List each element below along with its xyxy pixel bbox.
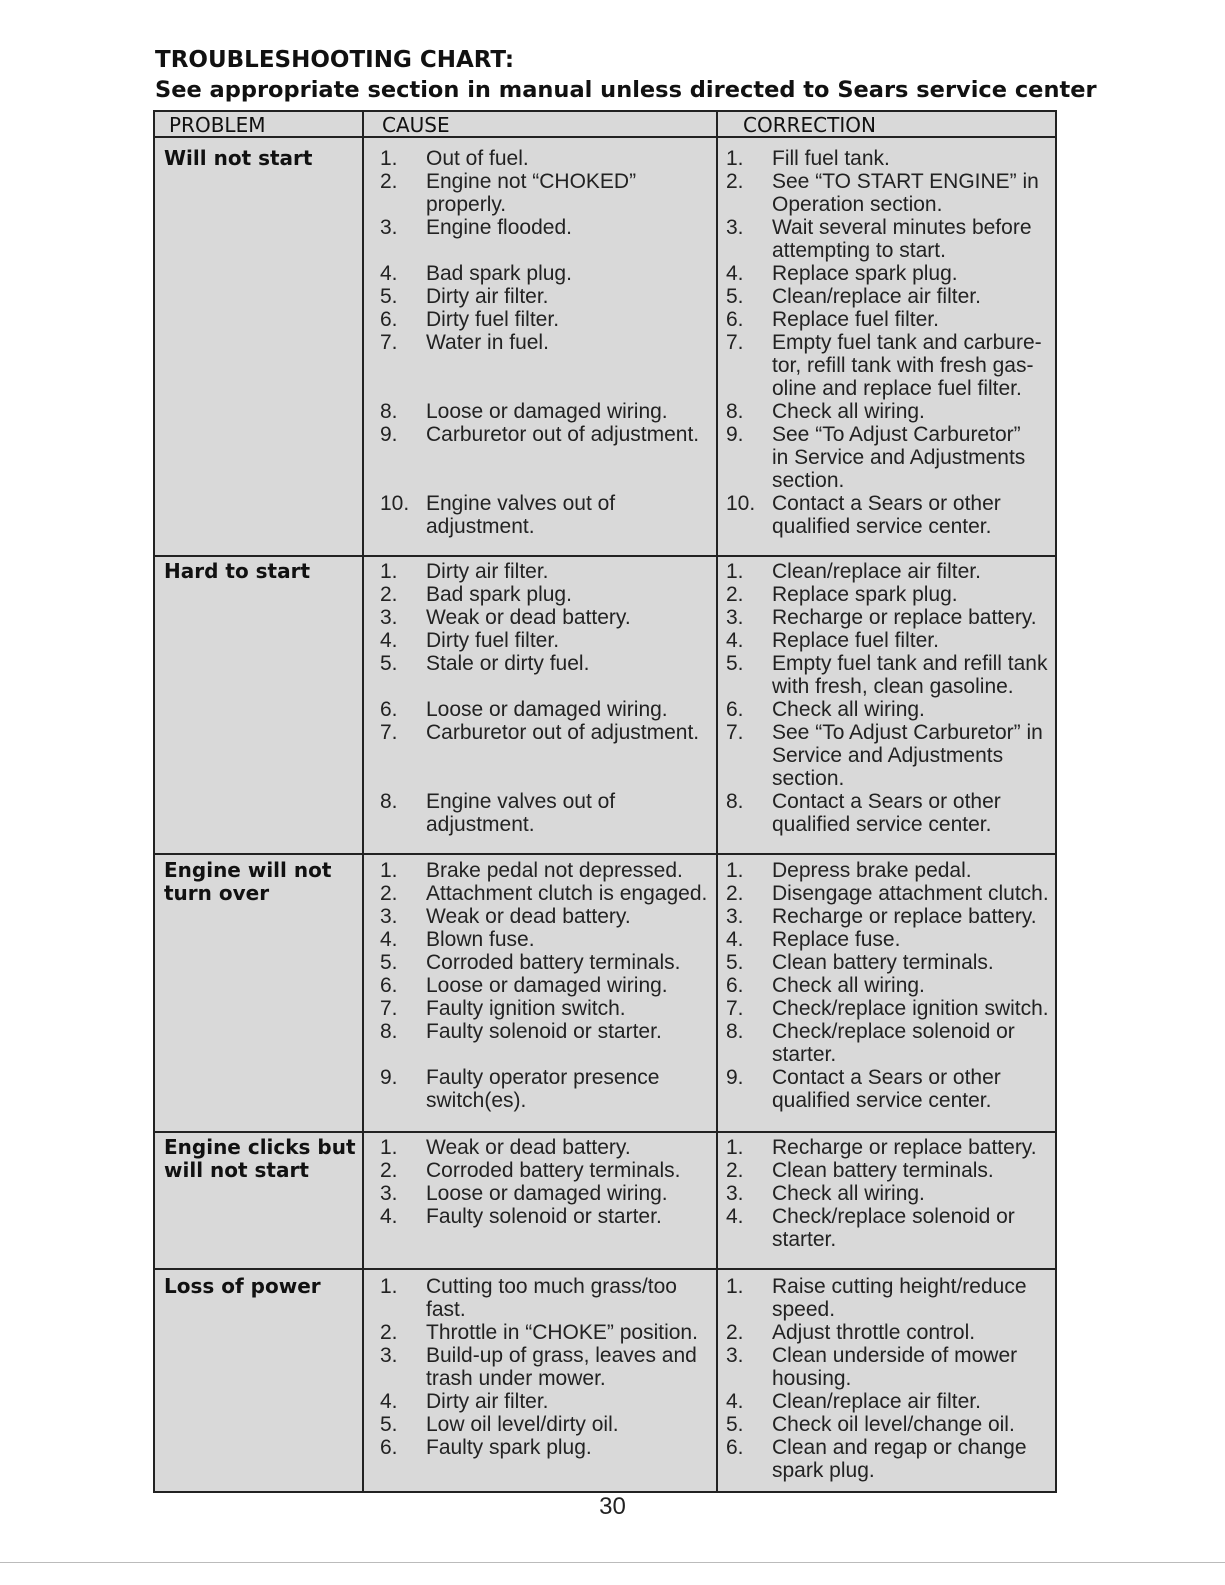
correction-item-number: 1.: [726, 1136, 744, 1159]
column-divider: [716, 112, 718, 1491]
correction-item-number: 4.: [726, 629, 744, 652]
cause-item-number: 2.: [380, 170, 398, 193]
correction-item-number: 5.: [726, 285, 744, 308]
cause-item-number: 4.: [380, 1205, 398, 1228]
cause-item-number: 5.: [380, 951, 398, 974]
cause-item-number: 5.: [380, 1413, 398, 1436]
problem-label: Will not start: [164, 146, 313, 170]
correction-item-number: 3.: [726, 216, 744, 239]
correction-item-number: 5.: [726, 652, 744, 675]
cause-item-number: 3.: [380, 905, 398, 928]
cause-item-text: Faulty solenoid or starter.: [426, 1205, 662, 1228]
correction-item-text: Empty fuel tank and carbure- tor, refill tank with fresh gas- oline and replace fuel filter.: [772, 331, 1042, 400]
cause-item-number: 6.: [380, 974, 398, 997]
problem-label: Loss of power: [164, 1274, 321, 1298]
cause-item-text: Blown fuse.: [426, 928, 535, 951]
correction-item-text: Contact a Sears or other qualified service center.: [772, 790, 1001, 836]
cause-item-number: 1.: [380, 560, 398, 583]
cause-item-text: Attachment clutch is engaged.: [426, 882, 708, 905]
correction-item-text: Contact a Sears or other qualified service center.: [772, 492, 1001, 538]
correction-item-text: See “TO START ENGINE” in Operation section.: [772, 170, 1039, 216]
cause-item-text: Dirty air filter.: [426, 285, 549, 308]
cause-item-text: Water in fuel.: [426, 331, 549, 354]
cause-item-text: Out of fuel.: [426, 147, 529, 170]
cause-item-number: 9.: [380, 1066, 398, 1089]
column-divider: [362, 112, 364, 1491]
row-separator: [155, 853, 1055, 855]
cause-item-number: 2.: [380, 583, 398, 606]
correction-item-number: 8.: [726, 400, 744, 423]
correction-item-number: 6.: [726, 1436, 744, 1459]
correction-item-text: Depress brake pedal.: [772, 859, 972, 882]
correction-item-number: 7.: [726, 331, 744, 354]
correction-item-number: 9.: [726, 1066, 744, 1089]
row-separator: [155, 555, 1055, 557]
correction-item-text: Check all wiring.: [772, 1182, 925, 1205]
correction-item-number: 6.: [726, 974, 744, 997]
correction-item-text: Replace spark plug.: [772, 262, 958, 285]
problem-label: Engine clicks but will not start: [164, 1135, 356, 1182]
cause-item-number: 4.: [380, 1390, 398, 1413]
cause-item-number: 5.: [380, 285, 398, 308]
cause-item-text: Loose or damaged wiring.: [426, 1182, 668, 1205]
correction-item-number: 8.: [726, 1020, 744, 1043]
cause-item-text: Bad spark plug.: [426, 262, 572, 285]
cause-item-text: Low oil level/dirty oil.: [426, 1413, 619, 1436]
correction-item-text: Clean/replace air filter.: [772, 1390, 981, 1413]
correction-item-text: Recharge or replace battery.: [772, 1136, 1037, 1159]
correction-item-number: 2.: [726, 882, 744, 905]
cause-item-number: 6.: [380, 1436, 398, 1459]
problem-column-header: PROBLEM: [169, 113, 266, 137]
cause-item-number: 1.: [380, 1136, 398, 1159]
cause-item-number: 5.: [380, 652, 398, 675]
correction-item-text: Replace fuse.: [772, 928, 901, 951]
cause-item-number: 4.: [380, 262, 398, 285]
correction-item-text: Recharge or replace battery.: [772, 905, 1037, 928]
correction-item-text: Adjust throttle control.: [772, 1321, 976, 1344]
cause-item-text: Faulty ignition switch.: [426, 997, 626, 1020]
page-number: 30: [599, 1493, 626, 1520]
cause-item-number: 8.: [380, 790, 398, 813]
correction-item-text: Check/replace solenoid or starter.: [772, 1020, 1015, 1066]
page-edge-rule: [0, 1562, 1225, 1563]
correction-item-text: Clean/replace air filter.: [772, 285, 981, 308]
correction-item-number: 4.: [726, 262, 744, 285]
cause-item-text: Weak or dead battery.: [426, 905, 631, 928]
row-separator: [155, 1131, 1055, 1133]
cause-item-text: Dirty fuel filter.: [426, 629, 560, 652]
cause-item-number: 6.: [380, 698, 398, 721]
cause-item-text: Weak or dead battery.: [426, 1136, 631, 1159]
correction-item-number: 7.: [726, 721, 744, 744]
cause-item-text: Engine flooded.: [426, 216, 572, 239]
cause-item-text: Carburetor out of adjustment.: [426, 423, 700, 446]
cause-item-number: 3.: [380, 1182, 398, 1205]
cause-item-text: Brake pedal not depressed.: [426, 859, 683, 882]
correction-item-number: 3.: [726, 1182, 744, 1205]
cause-item-text: Faulty solenoid or starter.: [426, 1020, 662, 1043]
cause-item-text: Weak or dead battery.: [426, 606, 631, 629]
correction-item-text: Clean and regap or change spark plug.: [772, 1436, 1027, 1482]
cause-item-number: 7.: [380, 331, 398, 354]
correction-item-text: Check/replace solenoid or starter.: [772, 1205, 1015, 1251]
cause-item-number: 3.: [380, 606, 398, 629]
cause-item-text: Carburetor out of adjustment.: [426, 721, 700, 744]
correction-item-text: Clean battery terminals.: [772, 1159, 994, 1182]
correction-item-number: 5.: [726, 951, 744, 974]
correction-item-number: 3.: [726, 606, 744, 629]
correction-item-text: Check all wiring.: [772, 400, 925, 423]
cause-item-text: Loose or damaged wiring.: [426, 698, 668, 721]
correction-item-number: 1.: [726, 859, 744, 882]
cause-item-text: Loose or damaged wiring.: [426, 400, 668, 423]
cause-item-number: 2.: [380, 1159, 398, 1182]
chart-subtitle: See appropriate section in manual unless directed to Sears service center: [155, 77, 1097, 103]
cause-item-number: 7.: [380, 721, 398, 744]
correction-item-number: 1.: [726, 1275, 744, 1298]
correction-item-number: 10.: [726, 492, 756, 515]
correction-item-number: 3.: [726, 1344, 744, 1367]
correction-item-text: Empty fuel tank and refill tank with fresh, clean gasoline.: [772, 652, 1048, 698]
correction-item-text: Contact a Sears or other qualified service center.: [772, 1066, 1001, 1112]
correction-item-text: See “To Adjust Carburetor” in Service and Adjustments section.: [772, 721, 1043, 790]
correction-item-text: Replace spark plug.: [772, 583, 958, 606]
correction-item-text: Wait several minutes before attempting to start.: [772, 216, 1032, 262]
problem-label: Engine will not turn over: [164, 858, 332, 905]
cause-item-number: 1.: [380, 147, 398, 170]
correction-item-number: 6.: [726, 698, 744, 721]
cause-item-text: Engine valves out of adjustment.: [426, 790, 616, 836]
problem-label: Hard to start: [164, 559, 311, 583]
correction-column-header: CORRECTION: [743, 113, 876, 137]
correction-item-text: Replace fuel filter.: [772, 308, 939, 331]
cause-item-number: 2.: [380, 882, 398, 905]
correction-item-text: See “To Adjust Carburetor” in Service and Adjustments section.: [772, 423, 1026, 492]
cause-item-number: 3.: [380, 1344, 398, 1367]
cause-item-number: 4.: [380, 629, 398, 652]
cause-item-text: Engine valves out of adjustment.: [426, 492, 616, 538]
cause-item-text: Throttle in “CHOKE” position.: [426, 1321, 698, 1344]
cause-item-text: Bad spark plug.: [426, 583, 572, 606]
correction-item-number: 1.: [726, 560, 744, 583]
cause-item-text: Corroded battery terminals.: [426, 1159, 681, 1182]
correction-item-text: Clean underside of mower housing.: [772, 1344, 1018, 1390]
cause-item-number: 4.: [380, 928, 398, 951]
correction-item-number: 2.: [726, 1159, 744, 1182]
cause-item-number: 7.: [380, 997, 398, 1020]
correction-item-number: 2.: [726, 583, 744, 606]
correction-item-number: 4.: [726, 1205, 744, 1228]
correction-item-number: 5.: [726, 1413, 744, 1436]
cause-item-number: 1.: [380, 859, 398, 882]
cause-item-number: 2.: [380, 1321, 398, 1344]
cause-item-text: Loose or damaged wiring.: [426, 974, 668, 997]
correction-item-text: Disengage attachment clutch.: [772, 882, 1049, 905]
correction-item-number: 4.: [726, 1390, 744, 1413]
cause-item-number: 1.: [380, 1275, 398, 1298]
correction-item-text: Recharge or replace battery.: [772, 606, 1037, 629]
cause-item-text: Build-up of grass, leaves and trash under mower.: [426, 1344, 697, 1390]
correction-item-text: Raise cutting height/reduce speed.: [772, 1275, 1027, 1321]
correction-item-number: 6.: [726, 308, 744, 331]
cause-item-number: 8.: [380, 1020, 398, 1043]
correction-item-text: Fill fuel tank.: [772, 147, 890, 170]
correction-item-number: 1.: [726, 147, 744, 170]
correction-item-text: Check/replace ignition switch.: [772, 997, 1049, 1020]
cause-column-header: CAUSE: [382, 113, 450, 137]
correction-item-number: 8.: [726, 790, 744, 813]
chart-title: TROUBLESHOOTING CHART:: [155, 47, 515, 73]
cause-item-number: 8.: [380, 400, 398, 423]
correction-item-text: Clean/replace air filter.: [772, 560, 981, 583]
cause-item-text: Dirty air filter.: [426, 1390, 549, 1413]
cause-item-text: Faulty operator presence switch(es).: [426, 1066, 660, 1112]
cause-item-text: Corroded battery terminals.: [426, 951, 681, 974]
correction-item-number: 4.: [726, 928, 744, 951]
row-separator: [155, 1268, 1055, 1270]
correction-item-text: Check all wiring.: [772, 698, 925, 721]
troubleshooting-table: [153, 110, 1057, 1493]
cause-item-text: Faulty spark plug.: [426, 1436, 592, 1459]
cause-item-text: Engine not “CHOKED” properly.: [426, 170, 637, 216]
correction-item-number: 3.: [726, 905, 744, 928]
cause-item-number: 6.: [380, 308, 398, 331]
cause-item-text: Dirty air filter.: [426, 560, 549, 583]
correction-item-text: Check oil level/change oil.: [772, 1413, 1015, 1436]
correction-item-number: 9.: [726, 423, 744, 446]
cause-item-text: Dirty fuel filter.: [426, 308, 560, 331]
correction-item-text: Check all wiring.: [772, 974, 925, 997]
cause-item-number: 9.: [380, 423, 398, 446]
cause-item-number: 3.: [380, 216, 398, 239]
cause-item-text: Cutting too much grass/too fast.: [426, 1275, 677, 1321]
correction-item-number: 7.: [726, 997, 744, 1020]
correction-item-text: Clean battery terminals.: [772, 951, 994, 974]
cause-item-text: Stale or dirty fuel.: [426, 652, 590, 675]
correction-item-text: Replace fuel filter.: [772, 629, 939, 652]
correction-item-number: 2.: [726, 170, 744, 193]
cause-item-number: 10.: [380, 492, 410, 515]
header-rule: [155, 136, 1055, 138]
correction-item-number: 2.: [726, 1321, 744, 1344]
